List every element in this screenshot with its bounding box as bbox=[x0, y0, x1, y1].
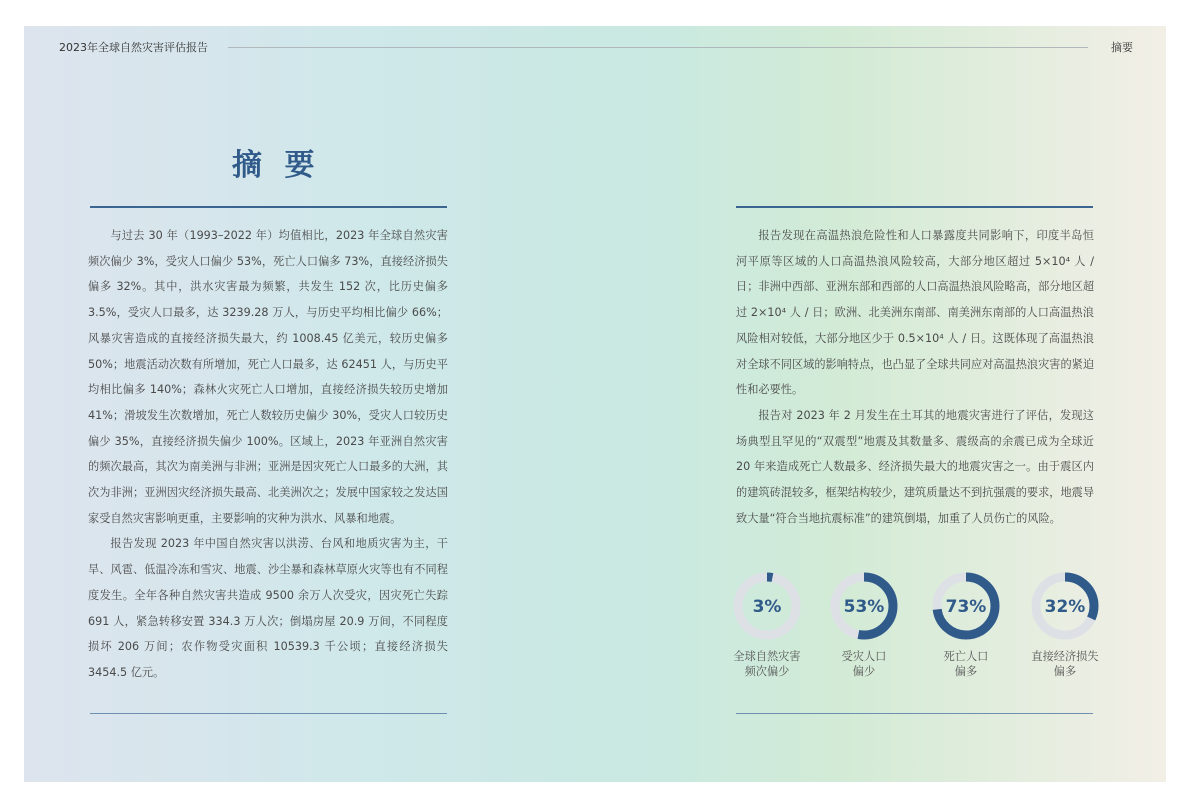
stat-label-line2: 偏多 bbox=[954, 665, 978, 678]
report-page bbox=[24, 26, 1166, 782]
stat-label-line2: 偏少 bbox=[852, 665, 876, 678]
stat-label-line1: 死亡人口 bbox=[943, 650, 989, 663]
right-top-rule bbox=[736, 206, 1093, 208]
stat-economic-loss bbox=[1015, 572, 1115, 679]
left-top-rule bbox=[90, 206, 447, 208]
ring-value: 3% bbox=[752, 597, 782, 617]
stat-label-line2: 频次偏少 bbox=[744, 665, 790, 678]
ring-value: 32% bbox=[1044, 597, 1086, 617]
stat-deaths bbox=[916, 572, 1016, 679]
right-bottom-rule bbox=[736, 713, 1093, 714]
ring-chart bbox=[1031, 572, 1099, 640]
running-header-section: 摘要 bbox=[1111, 41, 1133, 54]
ring-value: 53% bbox=[843, 597, 885, 617]
left-column bbox=[88, 223, 448, 686]
right-column bbox=[736, 223, 1094, 531]
stat-label bbox=[814, 649, 914, 679]
page-title: 摘 要 bbox=[232, 148, 321, 183]
stat-label-line1: 全球自然灾害 bbox=[733, 650, 801, 663]
header-divider bbox=[228, 47, 1088, 48]
stat-affected bbox=[814, 572, 914, 679]
running-header-title: 2023年全球自然灾害评估报告 bbox=[59, 41, 208, 54]
ring-chart bbox=[932, 572, 1000, 640]
stat-label bbox=[717, 649, 817, 679]
stat-label-line1: 直接经济损失 bbox=[1031, 650, 1099, 663]
right-paragraph-1: 报告发现在高温热浪危险性和人口暴露度共同影响下，印度半岛恒河平原等区域的人口高温热浪风险较高，大部分地区超过 5×10⁴ 人 / 日；非洲中西部、亚洲东部和西部的人口高温热浪风险略高，部分地区超过 2×10⁴ 人 / 日；欧洲、北美洲东南部、南美洲东南部的人口高温热浪风险相对较低，大部分地区少于 0.5×10⁴ 人 / 日。这既体现了高温热浪对全球不同区域的影响特点，也凸显了全球共同应对高温热浪灾害的紧迫性和必要性。 bbox=[736, 229, 1095, 397]
left-bottom-rule bbox=[90, 713, 447, 714]
right-paragraph-2: 报告对 2023 年 2 月发生在土耳其的地震灾害进行了评估，发现这场典型且罕见的“双震型”地震及其数量多、震级高的余震已成为全球近 20 年来造成死亡人数最多、经济损失最大的地震灾害之一。由于震区内的建筑砖混较多，框架结构较少，建筑质量达不到抗强震的要求，地震导致大量“符合当地抗震标准”的建筑倒塌，加重了人员伤亡的风险。 bbox=[736, 408, 1095, 525]
stat-label-line1: 受灾人口 bbox=[841, 650, 887, 663]
stat-label bbox=[916, 649, 1016, 679]
left-paragraph-1: 与过去 30 年（1993–2022 年）均值相比，2023 年全球自然灾害频次偏少 3%，受灾人口偏少 53%，死亡人口偏多 73%，直接经济损失偏多 32%。其中，洪水灾害最为频繁，共发生 152 次，比历史偏多 3.5%，受灾人口最多，达 3239.28 万人，与历史平均相比偏少 66%；风暴灾害造成的直接经济损失最大，约 1008.45 亿美元，较历史偏多 50%；地震活动次数有所增加，死亡人口最多，达 62451 人，与历史平均相比偏多 140%；森林火灾死亡人口增加，直接经济损失较历史增加 41%；滑坡发生次数增加，死亡人数较历史偏少 30%，受灾人口较历史偏少 35%，直接经济损失偏少 100%。区域上，2023 年亚洲自然灾害的频次最高，其次为南美洲与非洲；亚洲是因灾死亡人口最多的大洲，其次为非洲；亚洲因灾经济损失最高、北美洲次之；发展中国家较之发达国家受自然灾害影响更重，主要影响的灾种为洪水、风暴和地震。 bbox=[88, 229, 448, 525]
stat-label bbox=[1015, 649, 1115, 679]
stat-label-line2: 偏多 bbox=[1053, 665, 1077, 678]
ring-chart bbox=[830, 572, 898, 640]
left-paragraph-2: 报告发现 2023 年中国自然灾害以洪涝、台风和地质灾害为主，干旱、风雹、低温冷冻和雪灾、地震、沙尘暴和森林草原火灾等也有不同程度发生。全年各种自然灾害共造成 9500 余万人次受灾，因灾死亡失踪 691 人，紧急转移安置 334.3 万人次；倒塌房屋 20.9 万间，不同程度损坏 206 万间；农作物受灾面积 10539.3 千公顷；直接经济损失 3454.5 亿元。 bbox=[88, 537, 448, 679]
ring-value: 73% bbox=[945, 597, 987, 617]
ring-chart bbox=[733, 572, 801, 640]
stat-frequency bbox=[717, 572, 817, 679]
